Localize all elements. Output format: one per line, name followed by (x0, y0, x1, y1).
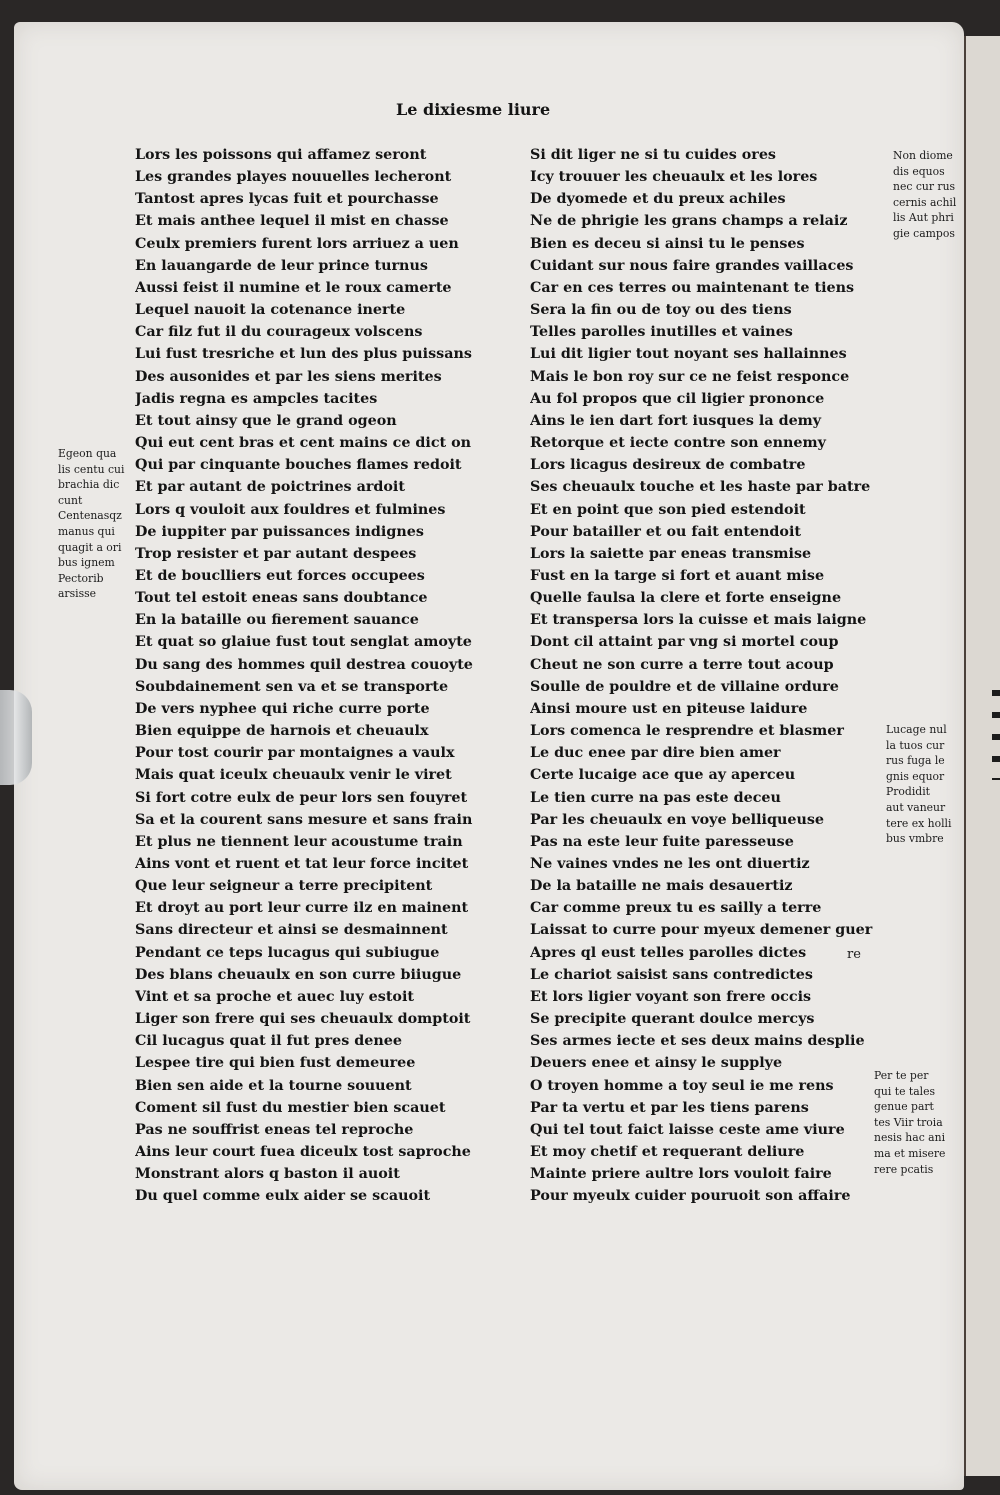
gloss-line: ma et misere (874, 1146, 946, 1160)
verse-line: Telles parolles inutilles et vaines (530, 324, 793, 341)
verse-line: Et mais anthee lequel il mist en chasse (135, 213, 449, 230)
verse-line: Ses armes iecte et ses deux mains desplie (530, 1033, 865, 1050)
gloss-line: genue part (874, 1100, 934, 1114)
verse-line: De dyomede et du preux achiles (530, 191, 786, 208)
verse-line: De iuppiter par puissances indignes (135, 523, 424, 540)
verse-line: Et plus ne tiennent leur acoustume train (135, 833, 463, 850)
verse-line: Des blans cheuaulx en son curre biiugue (135, 966, 462, 983)
verse-line: Au fol propos que cil ligier prononce (530, 390, 825, 407)
verse-line: Icy trouuer les cheuaulx et les lores (530, 169, 818, 186)
verse-line: Que leur seigneur a terre precipitent (135, 878, 433, 895)
verse-line: Car comme preux tu es sailly a terre (530, 900, 822, 917)
verse-line: Et droyt au port leur curre ilz en mainent (135, 900, 469, 917)
verse-line: Pour tost courir par montaignes a vaulx (135, 745, 455, 762)
verse-line: Pendant ce teps lucagus qui subiugue (135, 944, 440, 961)
verse-line: Bien equippe de harnois et cheuaulx (135, 723, 429, 740)
verse-line: Par ta vertu et par les tiens parens (530, 1099, 809, 1116)
verse-line: Bien sen aide et la tourne souuent (135, 1077, 412, 1094)
verse-line: Lui dit ligier tout noyant ses hallainnes (530, 346, 847, 363)
verse-line: Qui eut cent bras et cent mains ce dict on (135, 435, 472, 452)
verse-line: Soulle de pouldre et de villaine ordure (530, 678, 839, 695)
gloss-line: dis equos (893, 164, 945, 178)
verse-line: Sa et la courent sans mesure et sans frain (135, 811, 473, 828)
verse-line: Et tout ainsy que le grand ogeon (135, 412, 397, 429)
verse-line: Lequel nauoit la cotenance inerte (135, 302, 406, 319)
gloss-line: tes Viir troia (874, 1115, 943, 1129)
line-overflow-fragment: re (847, 947, 861, 962)
verse-line: Ains le ien dart fort iusques la demy (530, 412, 822, 429)
verse-line: Tout tel estoit eneas sans doubtance (135, 590, 428, 607)
verse-line: Pour myeulx cuider pouruoit son affaire (530, 1188, 851, 1205)
verse-line: En lauangarde de leur prince turnus (135, 257, 428, 274)
verse-line: Et transpersa lors la cuisse et mais laigne (530, 612, 867, 629)
verse-line: Lors licagus desireux de combatre (530, 457, 806, 474)
gloss-line: qui te tales (874, 1084, 936, 1098)
verse-line: Deuers enee et ainsy le supplye (530, 1055, 783, 1072)
verse-line: Cuidant sur nous faire grandes vaillaces (530, 257, 854, 274)
verse-line: Se precipite querant doulce mercys (530, 1011, 815, 1028)
verse-line: Le duc enee par dire bien amer (530, 745, 781, 762)
verse-line: Mainte priere aultre lors vouloit faire (530, 1166, 832, 1183)
verse-line: Bien es deceu si ainsi tu le penses (530, 235, 805, 252)
verse-line: Apres ql eust telles parolles dictes (530, 944, 807, 961)
gloss-line: lis centu cui (58, 462, 125, 476)
right-text-column (530, 144, 875, 1208)
gloss-line: la tuos cur (886, 738, 945, 752)
gloss-line: lis Aut phri (893, 211, 954, 225)
gloss-line: tere ex holli (886, 816, 952, 830)
gloss-line: Pectorib (58, 571, 104, 585)
left-margin-gloss (58, 446, 132, 602)
verse-line: Certe lucaige ace que ay aperceu (530, 767, 796, 784)
verse-line: Pour batailler et ou fait entendoit (530, 523, 801, 540)
verse-line: Le chariot saisist sans contredictes (530, 966, 813, 983)
gloss-line: brachia dic (58, 478, 120, 492)
verse-line: En la bataille ou fierement sauance (135, 612, 419, 629)
facing-page-text-edge (992, 690, 1000, 780)
verse-line: Pas na este leur fuite paresseuse (530, 833, 794, 850)
right-margin-gloss-middle (886, 722, 960, 847)
verse-line: Et lors ligier voyant son frere occis (530, 988, 812, 1005)
gloss-line: Per te per (874, 1069, 929, 1082)
verse-line: Trop resister et par autant despees (135, 545, 417, 562)
verse-line: Vint et sa proche et auec luy estoit (135, 988, 414, 1005)
verse-line: Et de bouclliers eut forces occupees (135, 567, 425, 584)
verse-line: Et moy chetif et requerant deliure (530, 1144, 805, 1161)
verse-line: Monstrant alors q baston il auoit (135, 1166, 400, 1183)
verse-line: Lors les poissons qui affamez seront (135, 147, 427, 163)
verse-line: Ains leur court fuea diceulx tost saproche (135, 1144, 471, 1161)
gloss-line: aut vaneur (886, 800, 946, 814)
verse-line: Les grandes playes nouuelles lecheront (135, 169, 452, 186)
verse-line: Ne de phrigie les grans champs a relaiz (530, 213, 848, 230)
verse-line: Et en point que son pied estendoit (530, 501, 806, 518)
verse-line: Ceulx premiers furent lors arriuez a uen (135, 235, 459, 252)
verse-line: Soubdainement sen va et se transporte (135, 678, 449, 695)
verse-line: Sera la fin ou de toy ou des tiens (530, 302, 792, 319)
verse-line: Sans directeur et ainsi se desmainnent (135, 922, 448, 939)
verse-line: Ains vont et ruent et tat leur force incitet (135, 856, 469, 872)
gloss-line: gnis equor (886, 769, 945, 783)
gloss-line: manus qui (58, 524, 115, 538)
verse-line: Coment sil fust du mestier bien scauet (135, 1099, 446, 1116)
gloss-line: Centenasqz (58, 509, 122, 523)
verse-line: Car filz fut il du courageux volscens (135, 324, 423, 341)
verse-line: Ainsi moure ust en piteuse laidure (530, 700, 808, 717)
gloss-line: nesis hac ani (874, 1131, 946, 1145)
left-text-column (135, 144, 497, 1208)
gloss-line: bus ignem (58, 556, 115, 570)
verse-line: De la bataille ne mais desauertiz (530, 878, 793, 895)
verse-line: Et quat so glaiue fust tout senglat amoyte (135, 634, 472, 651)
gloss-line: Non diome (893, 149, 953, 162)
verse-line: Cheut ne son curre a terre tout acoup (530, 656, 834, 673)
verse-line: Et par autant de poictrines ardoit (135, 479, 405, 496)
verse-line: Dont cil attaint par vng si mortel coup (530, 634, 839, 651)
gloss-line: arsisse (58, 587, 97, 601)
verse-line: Cil lucagus quat il fut pres denee (135, 1033, 402, 1050)
verse-line: Ne vaines vndes ne les ont diuertiz (530, 856, 810, 872)
verse-line: Lespee tire qui bien fust demeuree (135, 1055, 416, 1072)
verse-line: Fust en la targe si fort et auant mise (530, 567, 825, 584)
verse-line: Mais quat iceulx cheuaulx venir le viret (135, 767, 452, 784)
verse-line: Jadis regna es ampcles tacites (135, 390, 378, 407)
verse-line: Si fort cotre eulx de peur lors sen fouyret (135, 789, 468, 806)
verse-line: Du quel comme eulx aider se scauoit (135, 1188, 431, 1205)
gloss-line: quagit a ori (58, 540, 122, 554)
gloss-line: cunt (58, 493, 83, 507)
verse-line: Le tien curre na pas este deceu (530, 789, 781, 806)
verse-line: Lors la saiette par eneas transmise (530, 545, 812, 562)
running-head: Le dixiesme liure (396, 100, 551, 119)
gloss-line: bus vmbre (886, 832, 944, 846)
verse-line: O troyen homme a toy seul ie me rens (530, 1077, 834, 1094)
gloss-line: gie campos (893, 226, 955, 240)
verse-line: Lui fust tresriche et lun des plus puissans (135, 346, 472, 363)
verse-line: Qui tel tout faict laisse ceste ame viure (530, 1121, 845, 1138)
gloss-line: nec cur rus (893, 180, 956, 194)
verse-line: Lors q vouloit aux fouldres et fulmines (135, 501, 446, 518)
verse-line: Laissat to curre pour myeux demener guer (530, 922, 873, 939)
verse-line: Aussi feist il numine et le roux camerte (135, 279, 452, 296)
gloss-line: Lucage nul (886, 723, 947, 736)
right-margin-gloss-top (893, 148, 959, 242)
verse-line: Qui par cinquante bouches flames redoit (135, 457, 462, 474)
verse-line: Lors comenca le resprendre et blasmer (530, 723, 844, 740)
verse-line: Liger son frere qui ses cheuaulx domptoit (135, 1011, 471, 1028)
gloss-line: rus fuga le (886, 754, 945, 768)
right-margin-gloss-bottom (874, 1068, 960, 1177)
gloss-line: rere pcatis (874, 1162, 934, 1176)
verse-line: Ses cheuaulx touche et les haste par batre (530, 479, 871, 496)
verse-line: De vers nyphee qui riche curre porte (135, 700, 430, 717)
verse-line: Quelle faulsa la clere et forte enseigne (530, 590, 842, 607)
verse-line: Du sang des hommes quil destrea couoyte (135, 656, 473, 673)
verse-line: Si dit liger ne si tu cuides ores (530, 147, 776, 163)
gloss-line: Egeon qua (58, 447, 117, 460)
verse-line: Tantost apres lycas fuit et pourchasse (135, 191, 439, 208)
gloss-line: Prodidit (886, 785, 930, 799)
verse-line: Des ausonides et par les siens merites (135, 368, 442, 385)
verse-line: Pas ne souffrist eneas tel reproche (135, 1121, 414, 1138)
verse-line: Par les cheuaulx en voye belliqueuse (530, 811, 824, 828)
page-clip (0, 690, 32, 785)
verse-line: Mais le bon roy sur ce ne feist responce (530, 368, 850, 385)
verse-line: Retorque et iecte contre son ennemy (530, 435, 826, 452)
gloss-line: cernis achil (893, 195, 957, 209)
verse-line: Car en ces terres ou maintenant te tiens (530, 279, 855, 296)
